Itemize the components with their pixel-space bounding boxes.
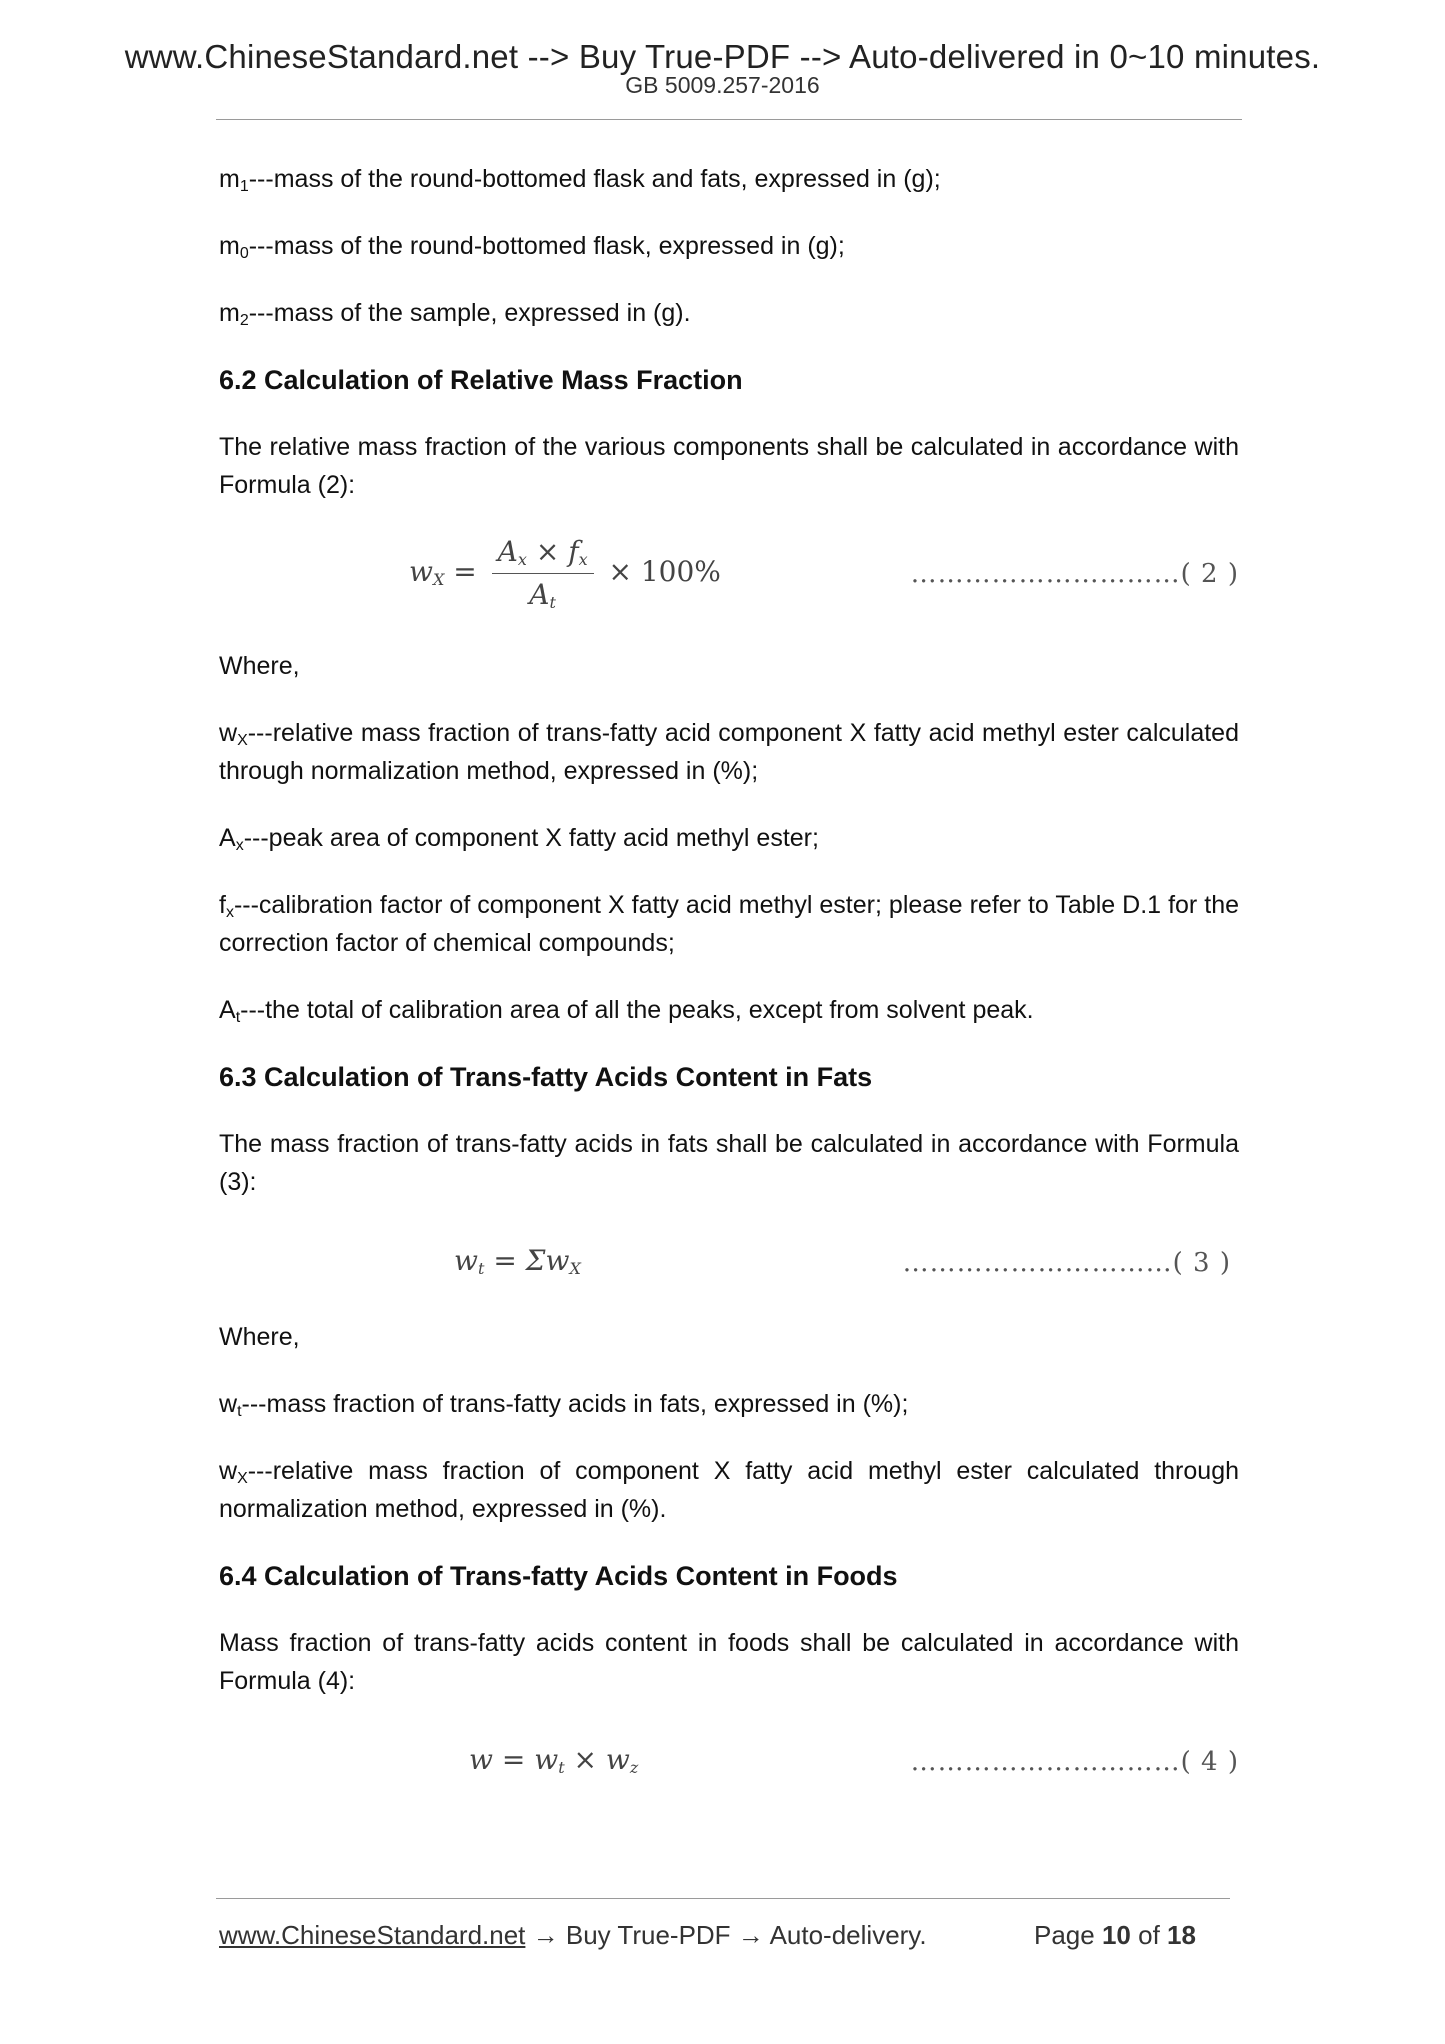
formula-3-expression: $w_t = \Sigma w_X$ <box>454 1244 581 1278</box>
formula-2 <box>219 533 1239 623</box>
definition-m1: $m_1--$-mass of the round-bottomed flask and fats, expressed in (g); <box>219 165 941 195</box>
formula-2-number: …………………………( 2 ) <box>910 559 1239 589</box>
footer-divider <box>216 1898 1230 1899</box>
formula-2-expression: $w_X$ = $\frac{A_x \times f_x}{A_t}$ × 100% <box>409 535 721 612</box>
section-6-2-intro: The relative mass fraction of the various components shall be calculated in accordance with Formula (2): <box>219 433 1239 499</box>
formula-4 <box>219 1729 1239 1793</box>
section-6-3-intro: The mass fraction of trans-fatty acids in fats shall be calculated in accordance with Formula (3): <box>219 1130 1239 1196</box>
definition-wt: $w_t--$-mass fraction of trans-fatty acids in fats, expressed in (%); <box>219 1390 909 1420</box>
page-current: 10 <box>1101 1920 1131 1950</box>
page-body <box>219 160 1239 1817</box>
formula-3 <box>219 1230 1239 1294</box>
footer-left: www.ChineseStandard.net → Buy True-PDF → Auto-delivery. <box>219 1920 927 1950</box>
where-label-1: Where, <box>219 652 300 680</box>
definition-at: $A_t--$-the total of calibration area of all the peaks, except from solvent peak. <box>219 996 1034 1026</box>
formula-4-expression: $w = w_t \times w_z$ <box>469 1743 639 1777</box>
page-total: 18 <box>1167 1920 1196 1950</box>
formula-3-number: …………………………( 3 ) <box>902 1248 1231 1278</box>
footer-link[interactable]: www.ChineseStandard.net <box>219 1920 526 1950</box>
definition-ax: $A_x--$-peak area of component X fatty acid methyl ester; <box>219 824 819 854</box>
standard-code: GB 5009.257-2016 <box>625 72 820 98</box>
definition-m2: $m_2--$-mass of the sample, expressed in (g). <box>219 299 691 329</box>
section-heading-6-4: 6.4 Calculation of Trans-fatty Acids Content in Foods <box>219 1561 898 1591</box>
page-indicator: Page 10 of 18 <box>1034 1920 1196 1950</box>
definition-fx: $f_x--$-calibration factor of component X fatty acid methyl ester; please refer to Table D.1 for the correction factor of chemical compounds; <box>219 891 1239 957</box>
formula-4-number: …………………………( 4 ) <box>910 1747 1239 1777</box>
definition-wx: $w_X--$-relative mass fraction of trans-fatty acid component X fatty acid methyl ester calculated through normalization method, expressed in (%); <box>219 719 1239 785</box>
section-heading-6-3: 6.3 Calculation of Trans-fatty Acids Content in Fats <box>219 1062 873 1092</box>
definition-m0: $m_0--$-mass of the round-bottomed flask, expressed in (g); <box>219 232 845 262</box>
header-banner: www.ChineseStandard.net --> Buy True-PDF --> Auto-delivered in 0~10 minutes. <box>124 38 1321 75</box>
where-label-2: Where, <box>219 1323 300 1351</box>
definition-wx-2: $w_X--$-relative mass fraction of component X fatty acid methyl ester calculated through normalization method, expressed in (%). <box>219 1457 1239 1523</box>
formula-2-fraction: $\frac{A_x \times f_x}{A_t}$ <box>492 533 594 614</box>
section-6-4-intro: Mass fraction of trans-fatty acids content in foods shall be calculated in accordance with Formula (4): <box>219 1629 1239 1695</box>
section-heading-6-2: 6.2 Calculation of Relative Mass Fraction <box>219 365 743 395</box>
header-divider <box>216 119 1242 120</box>
